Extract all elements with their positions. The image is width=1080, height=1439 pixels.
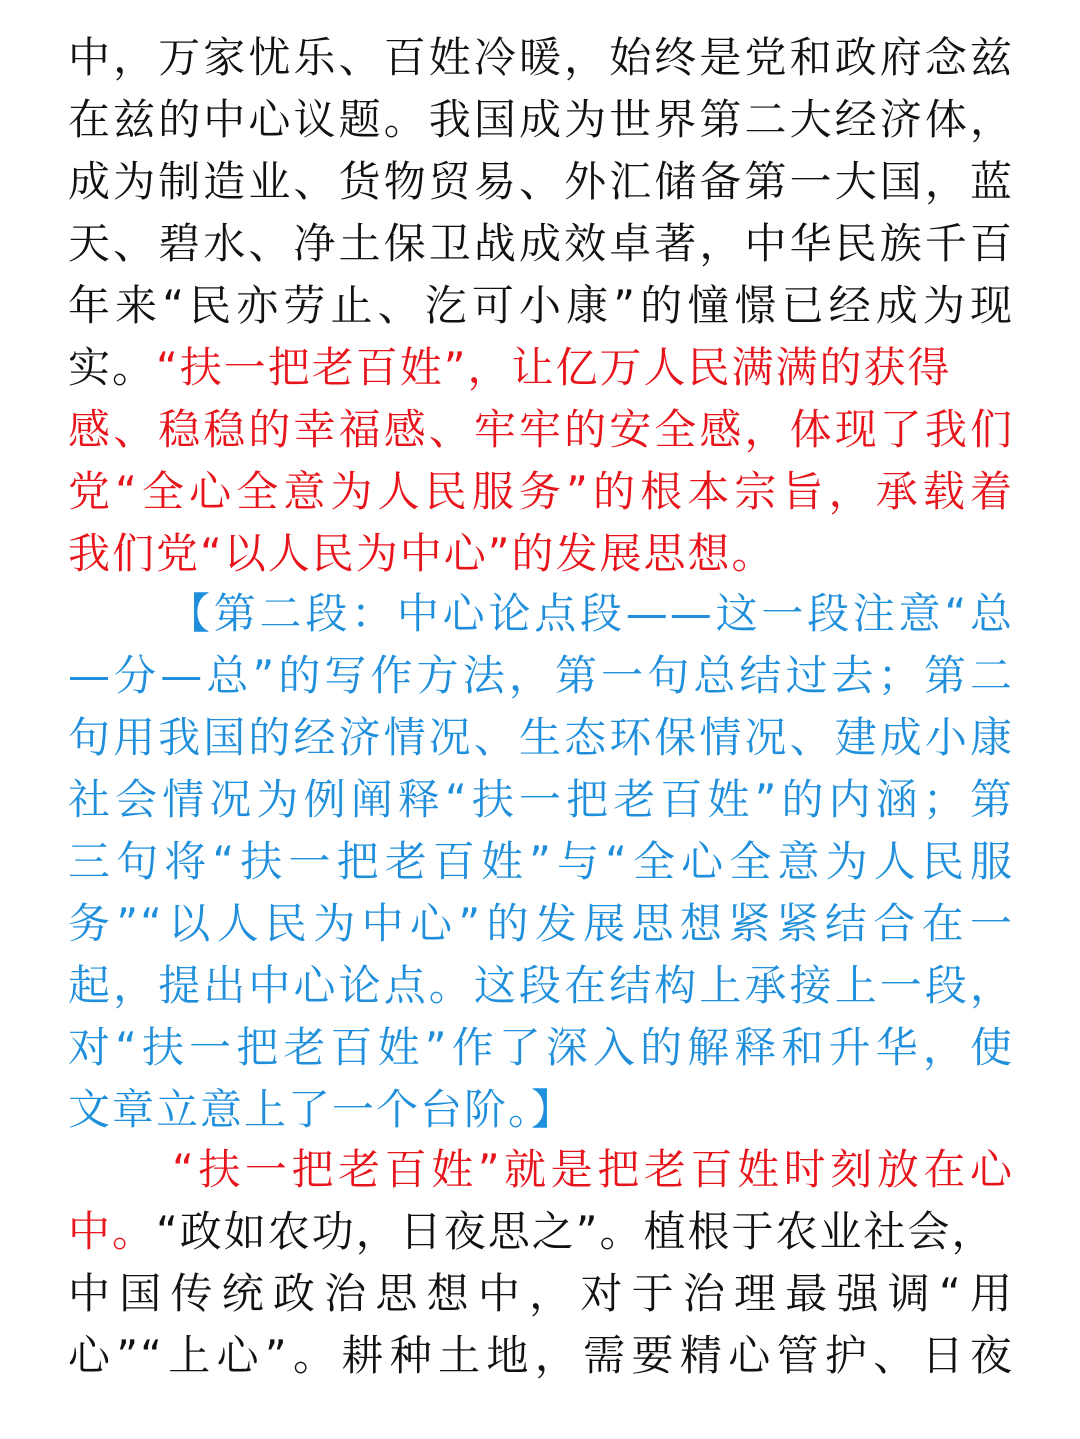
annotation-line: 起，提出中心论点。这段在结构上承接上一段， bbox=[68, 961, 1014, 1010]
text-line: 心”“上心”。耕种土地，需要精心管护、日夜 bbox=[68, 1331, 1014, 1380]
highlighted-text-line: “扶一把老百姓”就是把老百姓时刻放在心 bbox=[172, 1145, 1014, 1194]
annotation-line: 务”“以人民为中心”的发展思想紧紧结合在一 bbox=[68, 899, 1014, 948]
highlighted-text-line: 我们党“以人民为中心”的发展思想。 bbox=[68, 529, 776, 578]
highlighted-text: 中。 bbox=[68, 1207, 157, 1256]
text-line: 中，万家忧乐、百姓冷暖，始终是党和政府念兹 bbox=[68, 33, 1014, 82]
highlighted-text-line: 感、稳稳的幸福感、牢牢的安全感，体现了我们 bbox=[68, 405, 1014, 454]
text-line: 年来“民亦劳止、汔可小康”的憧憬已经成为现 bbox=[68, 281, 1014, 330]
text-line: 成为制造业、货物贸易、外汇储备第一大国，蓝 bbox=[68, 157, 1014, 206]
annotation-line: —分—总”的写作方法，第一句总结过去；第二 bbox=[68, 651, 1014, 700]
annotation-line: 句用我国的经济情况、生态环保情况、建成小康 bbox=[68, 713, 1014, 762]
annotation-line: 文章立意上了一个台阶。】 bbox=[68, 1085, 576, 1134]
annotation-line: 对“扶一把老百姓”作了深入的解释和升华，使 bbox=[68, 1023, 1014, 1072]
text-fragment: 实。 bbox=[68, 343, 157, 392]
highlighted-text: “扶一把老百姓”，让亿万人民满满的获得 bbox=[156, 343, 952, 392]
highlighted-text-line: 党“全心全意为人民服务”的根本宗旨，承载着 bbox=[68, 467, 1014, 516]
text-line-mixed bbox=[68, 337, 1014, 399]
annotation-line: 三句将“扶一把老百姓”与“全心全意为人民服 bbox=[68, 837, 1014, 886]
text-fragment: “政如农功，日夜思之”。植根于农业社会， bbox=[156, 1207, 996, 1256]
text-line: 天、碧水、净土保卫战成效卓著，中华民族千百 bbox=[68, 219, 1014, 268]
annotation-line: 社会情况为例阐释“扶一把老百姓”的内涵；第 bbox=[68, 775, 1014, 824]
annotation-line: 【第二段：中心论点段——这一段注意“总 bbox=[168, 589, 1014, 638]
text-line-mixed bbox=[68, 1201, 1030, 1263]
text-line: 中国传统政治思想中，对于治理最强调“用 bbox=[68, 1269, 1014, 1318]
text-line: 在兹的中心议题。我国成为世界第二大经济体， bbox=[68, 95, 1014, 144]
